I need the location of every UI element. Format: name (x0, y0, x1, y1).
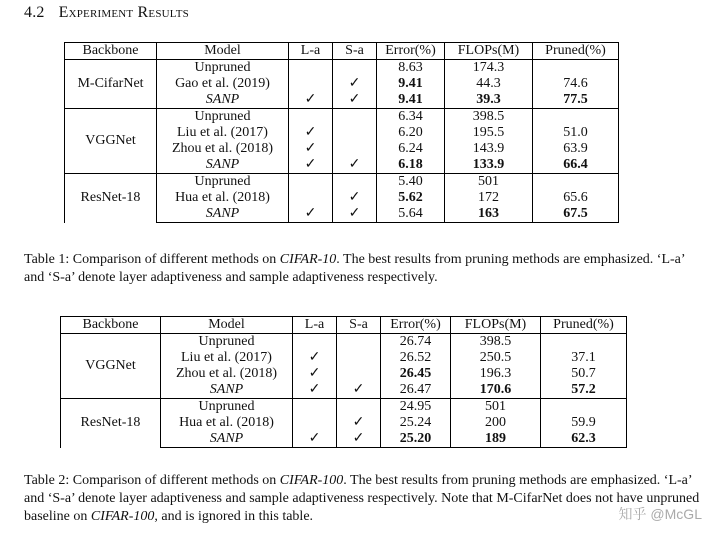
pruned-cell (533, 109, 619, 126)
model-cell: SANP (161, 382, 293, 399)
table2-caption (24, 472, 704, 526)
model-cell: Unpruned (161, 399, 293, 416)
model-cell: Gao et al. (2019) (157, 76, 289, 92)
error-cell: 6.20 (377, 125, 445, 141)
error-cell: 8.63 (377, 60, 445, 77)
error-cell: 25.20 (381, 431, 451, 448)
header-error: Error(%) (381, 317, 451, 334)
watermark: 知乎 @McGL (618, 506, 702, 522)
table-row (65, 109, 619, 126)
la-cell (289, 76, 333, 92)
flops-cell: 501 (445, 174, 533, 191)
backbone-cell: ResNet-18 (61, 399, 161, 448)
flops-cell: 501 (451, 399, 541, 416)
section-number: 4.2 (24, 4, 45, 21)
la-cell (289, 174, 333, 191)
caption-text: , and is ignored in this table. (154, 509, 314, 524)
la-cell: ✓ (289, 206, 333, 223)
table-row (61, 334, 627, 351)
error-cell: 5.64 (377, 206, 445, 223)
header-error: Error(%) (377, 43, 445, 60)
section-title: Experiment Results (58, 4, 189, 21)
model-cell: Unpruned (157, 109, 289, 126)
flops-cell: 174.3 (445, 60, 533, 77)
table-header-row (65, 43, 619, 60)
header-model: Model (161, 317, 293, 334)
header-backbone: Backbone (65, 43, 157, 60)
pruned-cell: 59.9 (541, 415, 627, 431)
pruned-cell: 50.7 (541, 366, 627, 382)
sa-cell (337, 334, 381, 351)
la-cell (293, 399, 337, 416)
model-cell: Liu et al. (2017) (161, 350, 293, 366)
sa-cell: ✓ (337, 431, 381, 448)
header-sample-adaptive: S-a (337, 317, 381, 334)
model-cell: Unpruned (161, 334, 293, 351)
backbone-cell: ResNet-18 (65, 174, 157, 223)
pruned-cell: 37.1 (541, 350, 627, 366)
model-cell: SANP (157, 206, 289, 223)
sa-cell (333, 174, 377, 191)
header-backbone: Backbone (61, 317, 161, 334)
model-cell: Zhou et al. (2018) (161, 366, 293, 382)
pruned-cell: 57.2 (541, 382, 627, 399)
la-cell (293, 334, 337, 351)
sa-cell: ✓ (337, 415, 381, 431)
error-cell: 6.18 (377, 157, 445, 174)
pruned-cell: 67.5 (533, 206, 619, 223)
la-cell: ✓ (293, 431, 337, 448)
sa-cell: ✓ (333, 76, 377, 92)
header-layer-adaptive: L-a (293, 317, 337, 334)
flops-cell: 39.3 (445, 92, 533, 109)
model-cell: Unpruned (157, 174, 289, 191)
error-cell: 9.41 (377, 76, 445, 92)
header-flops: FLOPs(M) (445, 43, 533, 60)
model-cell: Unpruned (157, 60, 289, 77)
pruned-cell (533, 60, 619, 77)
pruned-cell: 51.0 (533, 125, 619, 141)
error-cell: 26.52 (381, 350, 451, 366)
results-table-cifar10 (64, 42, 619, 223)
header-flops: FLOPs(M) (451, 317, 541, 334)
model-cell: SANP (161, 431, 293, 448)
error-cell: 26.45 (381, 366, 451, 382)
error-cell: 5.40 (377, 174, 445, 191)
la-cell (293, 415, 337, 431)
error-cell: 5.62 (377, 190, 445, 206)
table-header-row (61, 317, 627, 334)
la-cell: ✓ (293, 382, 337, 399)
error-cell: 24.95 (381, 399, 451, 416)
pruned-cell (533, 174, 619, 191)
caption-text: . The best results from pruning methods are emphasized. ‘L-a’ and ‘S-a’ denote layer adaptiveness and sample adaptiveness respectively. Note that M-CifarNet does not have unpruned baseline on (24, 473, 700, 524)
table-row (65, 174, 619, 191)
caption-dataset: CIFAR-100 (279, 473, 344, 488)
pruned-cell: 77.5 (533, 92, 619, 109)
header-sample-adaptive: S-a (333, 43, 377, 60)
error-cell: 6.24 (377, 141, 445, 157)
la-cell: ✓ (293, 350, 337, 366)
flops-cell: 44.3 (445, 76, 533, 92)
flops-cell: 398.5 (451, 334, 541, 351)
results-table-cifar100 (60, 316, 627, 448)
flops-cell: 163 (445, 206, 533, 223)
caption-dataset: CIFAR-100 (90, 509, 155, 524)
pruned-cell: 62.3 (541, 431, 627, 448)
la-cell: ✓ (293, 366, 337, 382)
caption-text: . The best results from pruning methods are emphasized. ‘L-a’ and ‘S-a’ denote layer adaptiveness and sample adaptiveness respectively. (24, 252, 685, 285)
model-cell: Hua et al. (2018) (157, 190, 289, 206)
sa-cell (337, 399, 381, 416)
model-cell: SANP (157, 157, 289, 174)
table-row (65, 60, 619, 77)
sa-cell: ✓ (333, 157, 377, 174)
pruned-cell: 74.6 (533, 76, 619, 92)
error-cell: 25.24 (381, 415, 451, 431)
pruned-cell (541, 399, 627, 416)
error-cell: 6.34 (377, 109, 445, 126)
la-cell: ✓ (289, 141, 333, 157)
flops-cell: 143.9 (445, 141, 533, 157)
table-row (61, 399, 627, 416)
model-cell: Zhou et al. (2018) (157, 141, 289, 157)
flops-cell: 172 (445, 190, 533, 206)
la-cell: ✓ (289, 125, 333, 141)
flops-cell: 250.5 (451, 350, 541, 366)
sa-cell (337, 350, 381, 366)
la-cell (289, 60, 333, 77)
header-pruned: Pruned(%) (533, 43, 619, 60)
pruned-cell: 66.4 (533, 157, 619, 174)
la-cell: ✓ (289, 92, 333, 109)
sa-cell (337, 366, 381, 382)
pruned-cell: 65.6 (533, 190, 619, 206)
table1-caption (24, 251, 704, 287)
flops-cell: 196.3 (451, 366, 541, 382)
flops-cell: 189 (451, 431, 541, 448)
sa-cell (333, 141, 377, 157)
header-pruned: Pruned(%) (541, 317, 627, 334)
sa-cell: ✓ (333, 190, 377, 206)
la-cell (289, 109, 333, 126)
flops-cell: 133.9 (445, 157, 533, 174)
sa-cell (333, 125, 377, 141)
backbone-cell: VGGNet (61, 334, 161, 399)
sa-cell: ✓ (333, 206, 377, 223)
error-cell: 26.74 (381, 334, 451, 351)
sa-cell: ✓ (333, 92, 377, 109)
flops-cell: 200 (451, 415, 541, 431)
header-model: Model (157, 43, 289, 60)
la-cell (289, 190, 333, 206)
model-cell: Hua et al. (2018) (161, 415, 293, 431)
flops-cell: 170.6 (451, 382, 541, 399)
caption-dataset: CIFAR-10 (279, 252, 337, 267)
header-layer-adaptive: L-a (289, 43, 333, 60)
flops-cell: 398.5 (445, 109, 533, 126)
model-cell: Liu et al. (2017) (157, 125, 289, 141)
error-cell: 9.41 (377, 92, 445, 109)
sa-cell (333, 109, 377, 126)
section-heading (24, 4, 189, 22)
caption-text: Table 1: Comparison of different methods on (24, 252, 280, 267)
caption-text: Table 2: Comparison of different methods on (24, 473, 280, 488)
pruned-cell: 63.9 (533, 141, 619, 157)
sa-cell (333, 60, 377, 77)
flops-cell: 195.5 (445, 125, 533, 141)
la-cell: ✓ (289, 157, 333, 174)
backbone-cell: M-CifarNet (65, 60, 157, 109)
backbone-cell: VGGNet (65, 109, 157, 174)
model-cell: SANP (157, 92, 289, 109)
pruned-cell (541, 334, 627, 351)
sa-cell: ✓ (337, 382, 381, 399)
error-cell: 26.47 (381, 382, 451, 399)
